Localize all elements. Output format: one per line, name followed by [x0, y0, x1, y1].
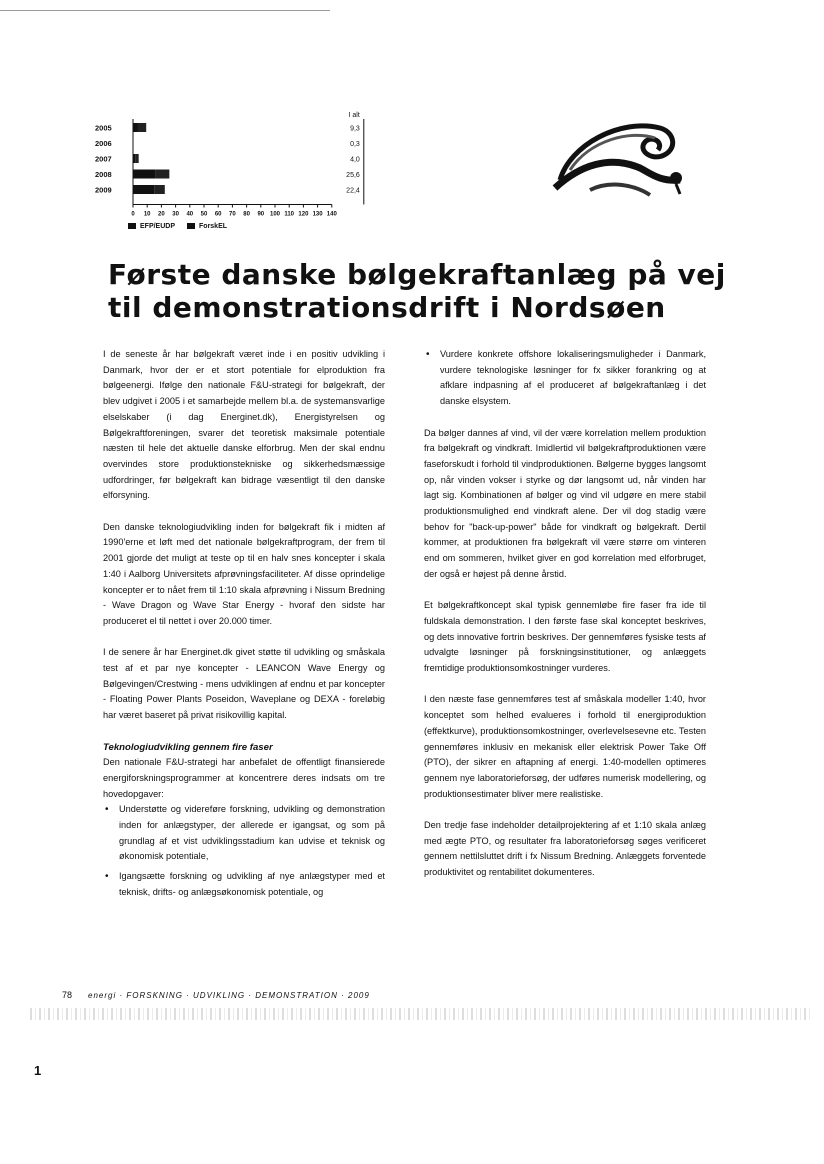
x-tick-label: 60	[214, 211, 222, 218]
scan-noise-strip	[30, 1008, 810, 1020]
paragraph: Den nationale F&U-strategi har anbefalet de offentligt finansierede energiforskningsprogrammer at koncentrere deres indsats om tre hovedopgaver:	[103, 757, 385, 799]
total-column-header: I alt	[348, 112, 360, 119]
section-heading: Teknologiudvikling gennem fire faser	[103, 741, 273, 753]
task-list-continued	[424, 347, 706, 410]
bar-forskel	[154, 185, 165, 194]
list-item: • Understøtte og videreføre forskning, udvikling og demonstration inden for anlægstyper, der allerede er igangsat, og som på grundlag af et vist udviklingsstadium kan udvise et teknisk og økonomisk potentiale,	[103, 802, 385, 865]
paragraph: Den tredje fase indeholder detailprojektering af et 1:10 skala anlæg med ægte PTO, og resultater fra laboratorieforsøg søges verificeret gennem nettilsluttet drift i fx Nissum Bredning. Anlæggets forventede produktivitet og rentabilitet dokumenteres.	[424, 820, 706, 878]
x-tick-label: 40	[186, 211, 194, 218]
x-tick-label: 20	[158, 211, 165, 218]
legend-swatch-forskel	[187, 223, 195, 229]
scan-top-line	[0, 10, 330, 11]
paragraph: Da bølger dannes af vind, vil der være korrelation mellem produktion fra bølgekraft og vindkraft. Imidlertid vil bølgekraftproduktionen være faseforskudt i forhold til vindproduktionen. Bølgerne bygges langsomt op, når vinden vokser i styrke og dør langsomt ud, når vinden har lagt sig. Kombinationen af bølger og vind vil udgøre en mere stabil produktionsmulighed end vindkraft alene. Der vil dog stadig være behov for "back-up-power" både for vindkraft og bølgekraft. Dertil kommer, at produktionen fra bølgekraft vil være større om vinteren end om sommeren, hvilket giver en god korrelation med elforbruget, der også er højest på denne årstid.	[424, 427, 706, 579]
category-label: 2009	[95, 185, 112, 195]
chart-legend	[128, 223, 227, 230]
page-footer	[62, 990, 370, 1000]
wave-swirl-logo-icon	[550, 110, 690, 200]
category-label: 2005	[95, 123, 112, 133]
total-value-label: 0,3	[350, 141, 360, 148]
bar-efp-eudp	[133, 170, 156, 179]
page-number: 78	[62, 990, 73, 1000]
task-list	[103, 802, 385, 900]
category-label: 2006	[95, 139, 112, 148]
legend-label-forskel: ForskEL	[199, 223, 228, 230]
publication-name: energi · FORSKNING · UDVIKLING · DEMONSTRATION · 2009	[88, 991, 370, 1000]
bar-forskel	[156, 170, 170, 179]
paragraph: I de senere år har Energinet.dk givet støtte til udvikling og småskala test af et par nye koncepter - LEANCON Wave Energy og Bølgevingen/Crestwing - mens udviklingen af endnu et par koncepter - Floating Power Plants Poseidon, Waveplane og DEXA - foreløbig har været baseret på privat risikovillig kapital.	[103, 647, 385, 721]
margin-number: 1	[34, 1063, 42, 1078]
total-value-label: 25,6	[346, 172, 360, 179]
funding-bar-chart	[95, 105, 385, 255]
x-tick-label: 0	[131, 211, 135, 218]
x-tick-label: 140	[326, 211, 337, 218]
paragraph: Den danske teknologiudvikling inden for bølgekraft fik i midten af 1990'erne et løft med det nationale bølgekraftprogram, der frem til 2001 gjorde det muligt at teste op til en halv snes koncepter i skala 1:40 i Aalborg Universitets afprøvningsfaciliteter. Af disse oprindelige koncepter er to nået frem til 1:10 skala afprøvning i Nissum Bredning - Wave Dragon og Wave Star Energy - hvoraf den sidste har produceret el til nettet i over 20.000 timer.	[103, 521, 385, 626]
x-tick-label: 30	[172, 211, 179, 218]
legend-swatch-efp-eudp	[128, 223, 136, 229]
x-tick-label: 90	[257, 211, 265, 218]
bar-efp-eudp	[133, 185, 154, 194]
x-tick-label: 80	[243, 211, 250, 218]
total-value-label: 4,0	[350, 156, 360, 164]
x-tick-label: 130	[312, 211, 323, 218]
total-value-label: 9,3	[350, 125, 360, 133]
bar-forskel	[138, 123, 146, 132]
legend-label-efp-eudp: EFP/EUDP	[140, 223, 176, 230]
x-tick-label: 70	[229, 211, 236, 218]
left-column	[103, 347, 385, 901]
bar-forskel	[135, 154, 139, 163]
x-tick-label: 120	[298, 211, 309, 218]
list-item: • Vurdere konkrete offshore lokaliseringsmuligheder i Danmark, vurdere teknologiske løsninger for fx sikker forankring og at afklare indpasning af el produceret af bølgekraftanlæg i det danske elsystem.	[424, 347, 706, 410]
category-label: 2008	[95, 170, 112, 179]
total-value-label: 22,4	[346, 187, 360, 195]
x-tick-label: 110	[284, 211, 295, 218]
legend-item-forskel	[187, 223, 227, 230]
bar-efp-eudp	[133, 154, 135, 163]
x-tick-label: 100	[269, 211, 281, 218]
bar-efp-eudp	[133, 123, 138, 132]
article-title: Første danske bølgekraftanlæg på vej til demonstrationsdrift i Nordsøen	[108, 258, 726, 324]
x-tick-label: 10	[143, 211, 151, 218]
paragraph: Et bølgekraftkoncept skal typisk gennemløbe fire faser fra ide til fuldskala demonstration. I den første fase skal konceptet beskrives, og dets innovative fortrin beskrives. Der gennemføres fysiske tests af udvalgte løsninger på forskningsinstitutioner, og anlæggets fremtidige produktionsomkostninger vurderes.	[424, 600, 706, 674]
list-item: • Igangsætte forskning og udvikling af nye anlægstyper med et teknisk, drifts- og anlægsøkonomisk potentiale, og	[103, 869, 385, 900]
paragraph: I de seneste år har bølgekraft været inde i en positiv udvikling i Danmark, hvor der er et stort potentiale for elproduktion fra bølgeenergi. Ifølge den nationale F&U-strategi for bølgekraft, der blev udgivet i 2005 i et samarbejde mellem bl.a. de systemansvarlige elselskaber (i dag Energinet.dk), Energistyrelsen og Bølgekraftforeningen, svarer det teoretisk maksimale potentiale næsten til hele det aktuelle danske elforbrug. Men der skal endnu overvindes store produktionstekniske og sikkerhedsmæssige udfordringer, før bølgekraft kan bidrage væsentligt til den danske elforsyning.	[103, 349, 385, 501]
category-label: 2007	[95, 154, 112, 164]
right-column	[424, 347, 706, 897]
legend-item-efp-eudp	[128, 223, 175, 230]
x-tick-label: 50	[200, 211, 208, 218]
paragraph: I den næste fase gennemføres test af småskala modeller 1:40, hvor konceptet som helhed evalueres i forhold til energiproduktion (effektkurve), produktionsomkostninger, overlevelsesevne etc. Testen gennemføres inklusiv en mekanisk eller elektrisk Power Take Off (PTO), der sikrer en aftapning af energi. 1:40-modellen optimeres gennem nye laboratorieforsøg, der udføres numerisk modellering, og produktionsestimater bliver mere realistiske.	[424, 694, 706, 799]
